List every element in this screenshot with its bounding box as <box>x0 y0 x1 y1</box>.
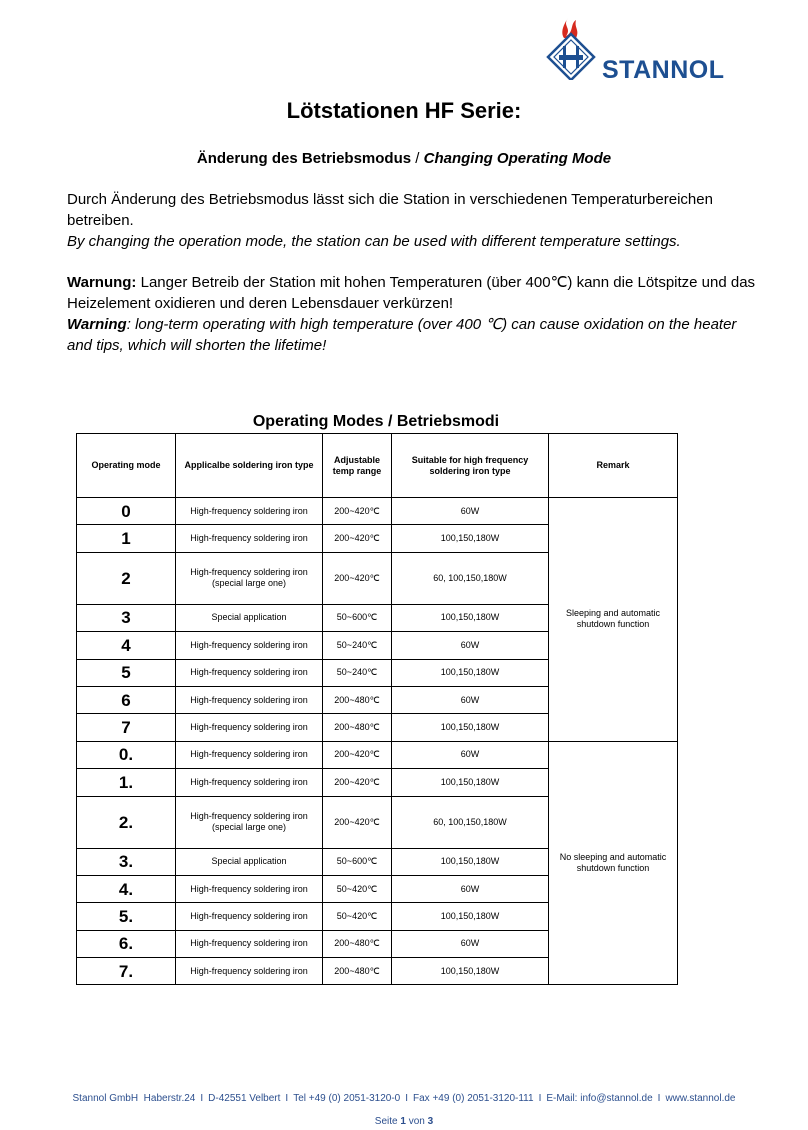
footer-web: www.stannol.de <box>665 1093 736 1104</box>
header-range-line1: Adjustable <box>333 454 380 465</box>
table-body <box>77 498 678 985</box>
iron-type-text: High-frequency soldering iron <box>190 749 308 760</box>
remark-cell: Sleeping and automatic shutdown function <box>549 498 678 742</box>
iron-type-text: High-frequency soldering iron <box>190 811 308 822</box>
page-prefix: Seite <box>374 1116 398 1127</box>
hf-type-cell: 60W <box>392 686 549 713</box>
temp-range-cell: 50~600℃ <box>323 604 392 631</box>
page-middle: von <box>408 1116 425 1127</box>
hf-type-cell: 60W <box>392 741 549 768</box>
mode-cell: 6. <box>77 930 176 957</box>
temp-range-cell: 50~240℃ <box>323 659 392 686</box>
stannol-logo <box>546 16 746 84</box>
mode-cell: 2. <box>77 796 176 848</box>
temp-range-cell: 200~480℃ <box>323 686 392 713</box>
header-remark: Remark <box>549 434 678 498</box>
header-hf-line1: Suitable for high frequency <box>411 454 529 465</box>
iron-type-text: High-frequency soldering iron <box>190 938 308 949</box>
remark-cell: No sleeping and automatic shutdown function <box>549 741 678 985</box>
iron-type-text: High-frequency soldering iron <box>190 722 308 733</box>
hf-type-cell: 100,150,180W <box>392 604 549 631</box>
stannol-emblem-icon <box>546 16 596 80</box>
iron-type-cell <box>176 498 323 525</box>
hf-type-cell: 100,150,180W <box>392 958 549 985</box>
iron-type-cell <box>176 903 323 930</box>
mode-cell: 5. <box>77 903 176 930</box>
footer-separator: I <box>285 1093 289 1104</box>
iron-type-cell <box>176 848 323 875</box>
iron-type-text: High-frequency soldering iron <box>190 667 308 678</box>
intro-de: Durch Änderung des Betriebsmodus lässt sich die Station in verschiedenen Temperaturbereichen betreiben. <box>67 191 713 229</box>
hf-type-cell: 100,150,180W <box>392 903 549 930</box>
footer <box>0 1093 808 1104</box>
hf-type-cell: 60, 100,150,180W <box>392 796 549 848</box>
iron-type-cell <box>176 525 323 552</box>
temp-range-cell: 200~420℃ <box>323 769 392 796</box>
hf-type-cell: 100,150,180W <box>392 659 549 686</box>
hf-type-cell: 100,150,180W <box>392 848 549 875</box>
mode-cell: 1. <box>77 769 176 796</box>
iron-type-note: (special large one) <box>211 822 287 833</box>
temp-range-cell: 50~420℃ <box>323 903 392 930</box>
iron-type-cell <box>176 796 323 848</box>
footer-separator: I <box>538 1093 542 1104</box>
footer-email: E-Mail: info@stannol.de <box>546 1093 653 1104</box>
subtitle <box>0 150 808 167</box>
page-total: 3 <box>427 1116 434 1127</box>
header-range <box>323 434 392 498</box>
temp-range-cell: 50~600℃ <box>323 848 392 875</box>
temp-range-cell: 50~420℃ <box>323 875 392 902</box>
table-header-row <box>77 434 678 498</box>
iron-type-text: High-frequency soldering iron <box>190 639 308 650</box>
hf-type-cell: 60W <box>392 632 549 659</box>
temp-range-cell: 50~240℃ <box>323 632 392 659</box>
iron-type-text: High-frequency soldering iron <box>190 567 308 578</box>
table-row <box>77 741 678 768</box>
footer-separator: I <box>657 1093 661 1104</box>
hf-type-cell: 60W <box>392 498 549 525</box>
page-current: 1 <box>400 1116 406 1127</box>
header-range-line2: temp range <box>332 465 382 476</box>
iron-type-text: Special application <box>211 856 287 867</box>
table-title <box>0 413 752 431</box>
subtitle-en: Changing Operating Mode <box>423 150 612 167</box>
page-number <box>0 1116 808 1127</box>
header-hf-line2: soldering iron type <box>429 465 511 476</box>
mode-cell: 3 <box>77 604 176 631</box>
iron-type-cell <box>176 930 323 957</box>
mode-cell: 7 <box>77 714 176 741</box>
iron-type-text: High-frequency soldering iron <box>190 910 308 921</box>
iron-type-text: High-frequency soldering iron <box>190 883 308 894</box>
brand-name: STANNOL <box>602 56 725 84</box>
iron-type-cell <box>176 741 323 768</box>
header-mode: Operating mode <box>77 434 176 498</box>
temp-range-cell: 200~480℃ <box>323 958 392 985</box>
iron-type-cell <box>176 552 323 604</box>
hf-type-cell: 100,150,180W <box>392 714 549 741</box>
subtitle-separator: / <box>411 150 424 167</box>
temp-range-cell: 200~420℃ <box>323 796 392 848</box>
footer-separator: I <box>405 1093 409 1104</box>
temp-range-cell: 200~480℃ <box>323 930 392 957</box>
iron-type-text: High-frequency soldering iron <box>190 965 308 976</box>
table-title-text: Operating Modes / Betriebsmodi <box>252 413 500 430</box>
operating-modes-table <box>76 433 678 985</box>
footer-street: Haberstr.24 <box>143 1093 196 1104</box>
iron-type-text: High-frequency soldering iron <box>190 533 308 544</box>
iron-type-cell <box>176 632 323 659</box>
mode-cell: 0 <box>77 498 176 525</box>
footer-separator: I <box>200 1093 204 1104</box>
warning-en-text: : long-term operating with high temperature (over 400 ℃) can cause oxidation on the heater and tips, which will shorten the lifetime! <box>67 316 737 354</box>
iron-type-text: High-frequency soldering iron <box>190 694 308 705</box>
warning-de-text: Langer Betreib der Station mit hohen Temperaturen (über 400℃) kann die Lötspitze und das Heizelement oxidieren und deren Lebensdauer verkürzen! <box>67 274 756 312</box>
mode-cell: 5 <box>77 659 176 686</box>
iron-type-cell <box>176 958 323 985</box>
table-row <box>77 498 678 525</box>
footer-fax: Fax +49 (0) 2051-3120-111 <box>413 1093 534 1104</box>
temp-range-cell: 200~420℃ <box>323 525 392 552</box>
footer-company: Stannol GmbH <box>72 1093 139 1104</box>
warning-paragraph <box>67 272 757 356</box>
footer-city: D-42551 Velbert <box>208 1093 281 1104</box>
iron-type-cell <box>176 659 323 686</box>
warning-de <box>67 272 757 314</box>
warning-de-label: Warnung: <box>67 274 137 291</box>
iron-type-cell <box>176 769 323 796</box>
mode-cell: 4. <box>77 875 176 902</box>
subtitle-de: Änderung des Betriebsmodus <box>196 150 412 167</box>
mode-cell: 1 <box>77 525 176 552</box>
hf-type-cell: 100,150,180W <box>392 525 549 552</box>
intro-en: By changing the operation mode, the station can be used with different temperature settings. <box>67 233 681 250</box>
warning-en <box>67 314 757 356</box>
warning-en-label: Warning <box>67 316 127 333</box>
footer-tel: Tel +49 (0) 2051-3120-0 <box>293 1093 401 1104</box>
temp-range-cell: 200~480℃ <box>323 714 392 741</box>
temp-range-cell: 200~420℃ <box>323 741 392 768</box>
header-iron: Applicalbe soldering iron type <box>176 434 323 498</box>
mode-cell: 7. <box>77 958 176 985</box>
hf-type-cell: 100,150,180W <box>392 769 549 796</box>
hf-type-cell: 60W <box>392 930 549 957</box>
page-title: Lötstationen HF Serie: <box>286 98 522 123</box>
iron-type-text: Special application <box>211 612 287 623</box>
intro-paragraph <box>67 189 757 252</box>
iron-type-cell <box>176 875 323 902</box>
iron-type-note: (special large one) <box>211 578 287 589</box>
mode-cell: 0. <box>77 741 176 768</box>
iron-type-text: High-frequency soldering iron <box>190 505 308 516</box>
hf-type-cell: 60W <box>392 875 549 902</box>
iron-type-text: High-frequency soldering iron <box>190 776 308 787</box>
mode-cell: 4 <box>77 632 176 659</box>
iron-type-cell <box>176 604 323 631</box>
iron-type-cell <box>176 714 323 741</box>
header-hf <box>392 434 549 498</box>
temp-range-cell: 200~420℃ <box>323 552 392 604</box>
mode-cell: 3. <box>77 848 176 875</box>
temp-range-cell: 200~420℃ <box>323 498 392 525</box>
hf-type-cell: 60, 100,150,180W <box>392 552 549 604</box>
iron-type-cell <box>176 686 323 713</box>
mode-cell: 2 <box>77 552 176 604</box>
mode-cell: 6 <box>77 686 176 713</box>
